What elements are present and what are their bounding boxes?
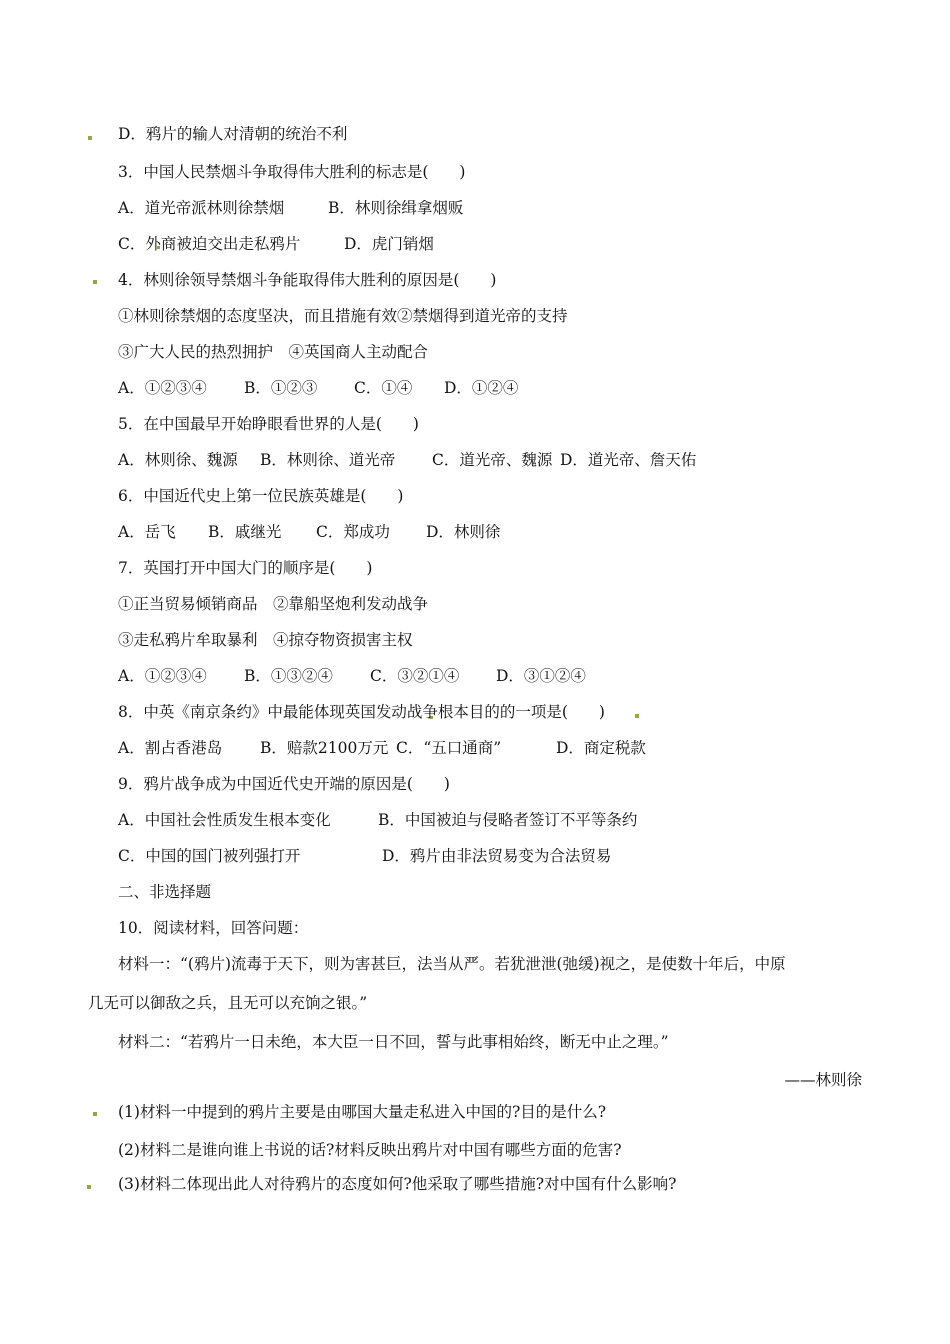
q6-options: [118, 522, 500, 542]
q6-stem: 6．中国近代史上第一位民族英雄是( ): [118, 487, 404, 505]
q7-item2: ③走私鸦片牟取暴利 ④掠夺物资损害主权: [118, 631, 413, 649]
q7-options: [118, 666, 586, 686]
decorative-dot: [635, 714, 639, 718]
q8-option-a: A．割占香港岛: [118, 739, 223, 757]
q10-material1-line1: 材料一：“(鸦片)流毒于天下，则为害甚巨，法当从严。若犹泄泄(弛缓)视之，是使数十年后，中原: [118, 955, 786, 973]
q5-option-d: D．道光帝、詹天佑: [560, 451, 697, 469]
q3-option-b: B．林则徐缉拿烟贩: [328, 199, 464, 217]
q5-stem: 5．在中国最早开始睁眼看世界的人是( ): [118, 415, 419, 433]
q10-sub1: (1)材料一中提到的鸦片主要是由哪国大量走私进入中国的?目的是什么?: [118, 1103, 607, 1121]
section-title: 二、非选择题: [118, 883, 212, 901]
q4-option-d: D．①②④: [444, 379, 519, 397]
q4-item2: ③广大人民的热烈拥护 ④英国商人主动配合: [118, 343, 429, 361]
q10-attribution: ——林则徐: [784, 1071, 862, 1089]
q10-material2: 材料二：“若鸦片一日未绝，本大臣一日不回，誓与此事相始终，断无中止之理。”: [118, 1033, 669, 1051]
q6-option-b: B．戚继光: [208, 523, 282, 541]
q10-stem: 10．阅读材料，回答问题：: [118, 919, 309, 937]
decorative-dot: [88, 136, 92, 140]
q10-material1-line2: 几无可以御敌之兵，且无可以充饷之银。”: [88, 994, 368, 1012]
q3-option-c: C．外商被迫交出走私鸦片: [118, 235, 301, 253]
q8-option-d: D．商定税款: [556, 739, 646, 757]
q9-option-d: D．鸦片由非法贸易变为合法贸易: [382, 847, 612, 865]
q4-options: [118, 378, 518, 398]
q5-option-b: B．林则徐、道光帝: [260, 451, 396, 469]
q7-option-b: B．①③②④: [244, 667, 333, 685]
q3-option-d: D．虎门销烟: [344, 235, 434, 253]
q8-option-c: C．“五口通商”: [396, 739, 502, 757]
q7-option-d: D．③①②④: [496, 667, 586, 685]
q3-options-row2: [118, 234, 434, 254]
q4-stem: 4．林则徐领导禁烟斗争能取得伟大胜利的原因是( ): [118, 271, 497, 289]
q7-stem: 7．英国打开中国大门的顺序是( ): [118, 559, 373, 577]
q10-sub2: (2)材料二是谁向谁上书说的话?材料反映出鸦片对中国有哪些方面的危害?: [118, 1141, 622, 1159]
q9-option-b: B．中国被迫与侵略者签订不平等条约: [378, 811, 638, 829]
q4-item1: ①林则徐禁烟的态度坚决，而且措施有效②禁烟得到道光帝的支持: [118, 307, 568, 325]
q4-option-c: C．①④: [354, 379, 413, 397]
q6-option-a: A．岳飞: [118, 523, 176, 541]
q10-sub3: (3)材料二体现出此人对待鸦片的态度如何?他采取了哪些措施?对中国有什么影响?: [118, 1175, 677, 1193]
q6-option-d: D．林则徐: [426, 523, 501, 541]
q3-options-row1: [118, 198, 463, 218]
decorative-dot: [93, 280, 97, 284]
q9-stem: 9．鸦片战争成为中国近代史开端的原因是( ): [118, 775, 450, 793]
q4-option-a: A．①②③④: [118, 379, 207, 397]
q4-option-b: B．①②③: [244, 379, 318, 397]
q5-option-c: C．道光帝、魏源: [432, 451, 553, 469]
q6-option-c: C．郑成功: [316, 523, 390, 541]
q3-stem: 3．中国人民禁烟斗争取得伟大胜利的标志是( ): [118, 163, 466, 181]
q7-item1: ①正当贸易倾销商品 ②靠船坚炮利发动战争: [118, 595, 429, 613]
q3-option-a: A．道光帝派林则徐禁烟: [118, 199, 285, 217]
q9-option-a: A．中国社会性质发生根本变化: [118, 811, 331, 829]
decorative-dot: [93, 1112, 97, 1116]
q7-option-a: A．①②③④: [118, 667, 207, 685]
q5-options: [118, 450, 696, 470]
q5-option-a: A．林则徐、魏源: [118, 451, 238, 469]
q8-option-b: B．赔款2100万元: [260, 739, 389, 757]
q2-option-d: D．鸦片的输人对清朝的统治不利: [118, 125, 348, 143]
decorative-dot: [87, 1185, 91, 1189]
q9-options-row1: [118, 810, 637, 830]
q8-options: [118, 738, 646, 758]
q9-options-row2: [118, 846, 611, 866]
q7-option-c: C．③②①④: [370, 667, 460, 685]
q9-option-c: C．中国的国门被列强打开: [118, 847, 301, 865]
q8-stem: 8．中英《南京条约》中最能体现英国发动战争根本目的的一项是( ): [118, 703, 605, 721]
